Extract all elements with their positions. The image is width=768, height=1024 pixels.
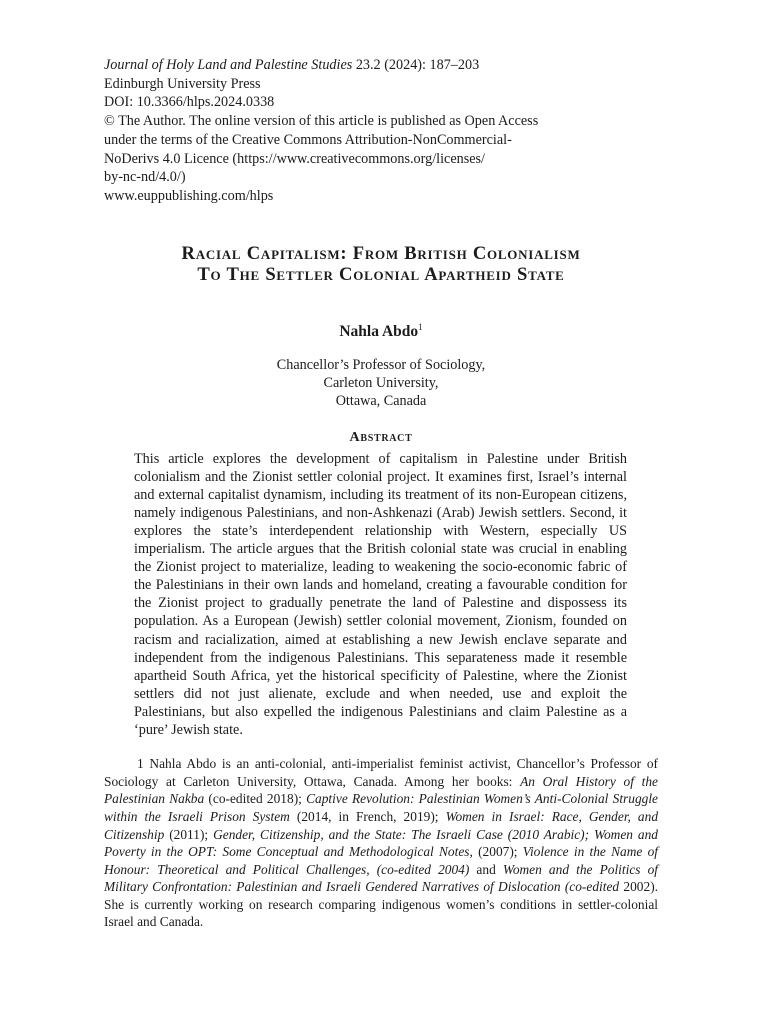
- book-title: Women in Israel: Race, Gender, and Citizenship: [104, 808, 659, 842]
- book-title: Captive Revolution: Palestinian Women’s Anti-Colonial Struggle within the Israeli Prison System: [104, 791, 659, 824]
- footnote-text: and: [469, 861, 503, 877]
- footnote-text: , (2007);: [469, 844, 523, 860]
- publisher: Edinburgh University Press: [104, 75, 261, 92]
- footnote-text: 2002). She is currently working on research comparing indigenous women’s conditions in settler-colonial Israel and Canada.: [104, 879, 658, 930]
- affiliation-line-3: Ottawa, Canada: [335, 392, 427, 409]
- abstract-text: This article explores the development of capitalism in Palestine under British colonialism and the Zionist settler colonial project. It examines first, Israel’s internal and external capitalist dynamism, including its treatment of its non-European citizens, namely indigenous Palestinians, and non-Ashkenazi (Arab) Jewish settlers. Second, it explores the state’s interdependent relationship with Western, especially US imperialism. The article argues that the British colonial state was crucial in enabling the Zionist project to materialize, leading to weakening the socio-economic fabric of the Palestinians in their own lands and homeland, creating a favourable condition for the Zionist project to gradually penetrate the land of Palestine and dispossess its population. As a European (Jewish) settler colonial movement, Zionism, founded on racism and racialization, aimed at establishing a new Jewish enclave separate and independent from the indigenous Palestinians. This separateness made it resemble apartheid South Africa, yet the historical specificity of Palestine, where the Zionist settlers did not just alienate, exclude and when needed, use and exploit the Palestinians, but also expelled the indigenous Palestinians and claim Palestine as a ‘pure’ Jewish state.: [134, 450, 627, 739]
- journal-issue: 23.2 (2024): 187–203: [352, 57, 480, 73]
- abstract-heading: Abstract: [349, 429, 413, 445]
- affiliation-line-2: Carleton University,: [323, 374, 439, 391]
- author-affiliation: [104, 356, 658, 410]
- title-line-1: Racial Capitalism: From British Colonialism: [181, 242, 581, 264]
- article-title: [104, 243, 658, 285]
- license-line-3: NoDerivs 4.0 Licence (https://www.creativecommons.org/licenses/: [104, 150, 485, 167]
- book-title: Women and the Politics of Military Confrontation: Palestinian and Israeli Gendered Narratives of Dislocation (co-edited: [104, 861, 659, 895]
- affiliation-line-1: Chancellor’s Professor of Sociology,: [276, 356, 486, 373]
- title-line-2: To The Settler Colonial Apartheid State: [197, 263, 565, 285]
- journal-website: www.euppublishing.com/hlps: [104, 187, 274, 204]
- footnote-text: (co-edited 2018);: [204, 791, 307, 807]
- footnote-text: (2014, in French, 2019);: [289, 808, 446, 824]
- book-title: Gender, Citizenship, and the State: The Israeli Case (2010 Arabic); Women and Poverty in the OPT: Some Conceptual and Methodological Notes: [104, 826, 659, 860]
- book-title: An Oral History of the Palestinian Nakba: [104, 773, 658, 807]
- license-line-2: under the terms of the Creative Commons Attribution-NonCommercial-: [104, 131, 512, 148]
- author-footnote-mark: 1: [418, 321, 423, 332]
- publication-info: [104, 56, 658, 206]
- doi: DOI: 10.3366/hlps.2024.0338: [104, 94, 275, 111]
- footnote-text: 1 Nahla Abdo is an anti-colonial, anti-imperialist feminist activist, Chancellor’s Professor of Sociology at Carleton University, Ottawa, Canada. Among her books:: [104, 756, 658, 789]
- article-page: [104, 56, 658, 931]
- footnote-text: (2011);: [164, 826, 214, 842]
- author: [104, 322, 658, 342]
- license-line-1: © The Author. The online version of this article is published as Open Access: [104, 113, 539, 130]
- book-title: Violence in the Name of Honour: Theoretical and Political Challenges, (co-edited 2004): [104, 844, 659, 877]
- author-footnote: [104, 755, 658, 931]
- journal-name: Journal of Holy Land and Palestine Studies: [104, 57, 353, 73]
- author-name: Nahla Abdo: [339, 322, 419, 340]
- journal-citation: [104, 56, 658, 75]
- license-line-4: by-nc-nd/4.0/): [104, 169, 186, 186]
